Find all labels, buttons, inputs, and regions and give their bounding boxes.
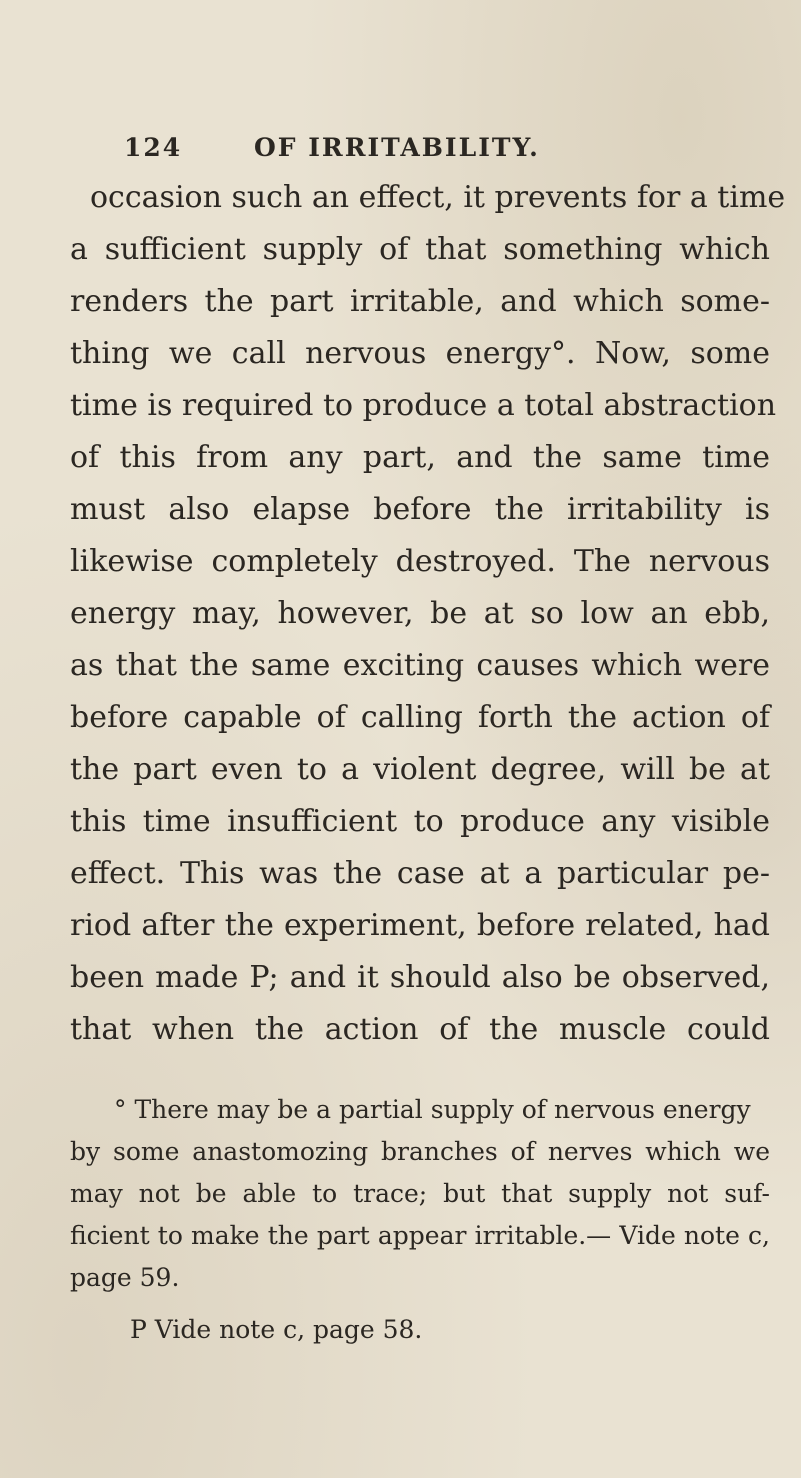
text-line: riod after the experiment, before related, had — [70, 908, 770, 943]
footnote-line: may not be able to trace; but that supply not suf- — [70, 1179, 770, 1208]
text-line: effect. This was the case at a particular pe- — [70, 856, 770, 891]
text-line: must also elapse before the irritability is — [70, 492, 770, 527]
footnote-line: page 59. — [70, 1263, 180, 1292]
running-title: OF IRRITABILITY. — [254, 133, 540, 162]
page-number: 124 — [124, 133, 183, 162]
text-line: as that the same exciting causes which were — [70, 648, 770, 683]
text-line: this time insufficient to produce any visible — [70, 804, 770, 839]
text-line: thing we call nervous energy°. Now, some — [70, 336, 770, 371]
text-line: a sufficient supply of that something which — [70, 232, 770, 267]
text-line: time is required to produce a total abstraction — [70, 388, 777, 423]
text-line: renders the part irritable, and which some- — [70, 284, 770, 319]
text-line: occasion such an effect, it prevents for a time — [90, 180, 786, 215]
footnote-p: P Vide note c, page 58. — [130, 1315, 423, 1344]
footnote-line: by some anastomozing branches of nerves which we — [70, 1137, 770, 1166]
footnote-line: ° There may be a partial supply of nervous energy — [114, 1095, 751, 1124]
text-line: likewise completely destroyed. The nervous — [70, 544, 770, 579]
text-line: energy may, however, be at so low an ebb, — [70, 596, 770, 631]
text-line: the part even to a violent degree, will be at — [70, 752, 770, 787]
footnote-line: ficient to make the part appear irritable.— Vide note c, — [70, 1221, 770, 1250]
text-line: been made P; and it should also be observed, — [70, 960, 770, 995]
text-line: before capable of calling forth the action of — [70, 700, 770, 735]
text-line: of this from any part, and the same time — [70, 440, 770, 475]
text-line: that when the action of the muscle could — [70, 1012, 770, 1047]
